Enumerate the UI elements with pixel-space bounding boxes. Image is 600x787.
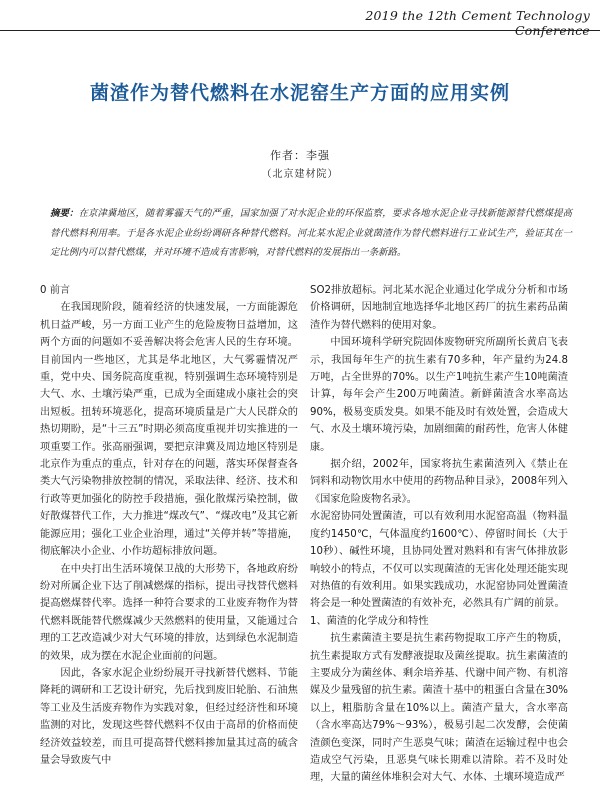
affiliation: （北京建材院） (261, 169, 339, 180)
abstract-label: 摘要： (50, 208, 79, 219)
paragraph: 在中央打出生活环境保卫战的大形势下，各地政府纷纷对所属企业下达了削减燃煤的指标，提出寻找替代燃料提高燃煤替代率。选择一种符合要求的工业废弃物作为替代燃料既能替代燃煤减少天然燃料的使用量，又能通过合理的工艺改造减少对大气环境的排放，达到绿色水泥制造的效果，成为摆在水泥企业面前的问题。 (40, 563, 298, 662)
paragraph: 水泥窑协同处置菌渣，可以有效利用水泥窑高温（物料温度约1450℃，气体温度约1600℃）、停留时间长（大于10秒）、碱性环境，且协同处置对熟料和有害气体排放影响较小的特点，不仅可以实现菌渣的无害化处理还能实现对热值的有效利用。如果实践成功，水泥窑协同处置菌渣将会是一种处置菌渣的有效补充，必然具有广阔的前景。 (310, 511, 568, 610)
paper-title: 菌渣作为替代燃料在水泥窑生产方面的应用实例 (89, 82, 510, 104)
abstract (50, 204, 572, 263)
section-heading: 1、菌渣的化学成分和特性 (310, 615, 429, 627)
section-heading: 0 前言 (40, 285, 71, 296)
paragraph-continued: SO2排放超标。河北某水泥企业通过化学成分分析和市场价格调研，因地制宜地选择华北地区药厂的抗生素药品菌渣作为替代燃料的使用对象。 (310, 285, 568, 331)
paragraph: 因此，各家水泥企业纷纷展开寻找新替代燃料、节能降耗的调研和工艺设计研究，先后找到废旧轮胎、石油焦等工业及生活废弃物作为实践对象，但经过经济性和环境监测的对比，发现这些替代燃料不仅由于高昂的价格而使经济效益较差，而且可提高替代燃料掺加量其过高的硫含量会导致废气中 (40, 667, 298, 766)
author-line: 作者：李强 (270, 149, 330, 162)
paragraph: 抗生素菌渣主要是抗生素药物提取工序产生的物质，抗生素提取方式有发酵液提取及菌丝提取。抗生素菌渣的主要成分为菌丝体、剩余培养基、代谢中间产物、有机溶媒及少量残留的抗生素。菌渣十基中的粗蛋白含量在30%以上，粗脂肪含量在10%以上。菌渣产量大，含水率高（含水率高达79%～93%），极易引起二次发酵，会使菌渣颜色变深，同时产生恶臭气味；菌渣在运输过程中也会造成空气污染，且恶臭气味长期难以清除。若不及时处理，大量的菌丝体堆积会对大气、水体、土壤环境造成严 (310, 633, 568, 784)
abstract-text: 在京津冀地区，随着雾霾天气的严重，国家加强了对水泥企业的环保监察，要求各地水泥企业寻找新能源替代燃煤提高替代燃料利用率。于是各水泥企业纷纷调研各种替代燃料。河北某水泥企业就菌渣作为替代燃料进行工业试生产，验证其在一定比例内可以替代燃煤，并对环境不造成有害影响，对替代燃料的发展指出一条新路。 (50, 208, 572, 258)
paragraph: 据介绍，2002年，国家将抗生素菌渣列入《禁止在饲料和动物饮用水中使用的药物品种目录》，2008年列入《国家危险废物名录》。 (310, 459, 568, 505)
paragraph: 在我国现阶段，随着经济的快速发展，一方面能源危机日益严峻，另一方面工业产生的危险废物日益增加，这两个方面的问题如不妥善解决将会危害人民的生存环境。目前国内一些地区，尤其是华北地区，大气雾霾情况严重，党中央、国务院高度重视，特别强调生态环境特别是大气、水、土壤污染严重，已成为全面建成小康社会的突出短板。扭转环境恶化，提高环境质量是广大人民群众的热切期盼，是“十三五”时期必须高度重视并切实推进的一项重要工作。张高丽强调，要把京津冀及周边地区特别是北京作为重点的重点，针对存在的问题，落实环保督查各类大气污染物排放控制的情况，采取法律、经济、技术和行政等更加强化的防控手段措施，强化散煤污染控制，做好散煤替代工作，大力推进“煤改气”、“煤改电”及其它新能源应用；强化工业企业治理，通过“关停并转”等措施，彻底解决小企业、小作坊超标排放问题。 (40, 302, 298, 558)
header-rule (0, 30, 600, 31)
column-left (40, 282, 298, 769)
paragraph: 中国环境科学研究院固体废物研究所副所长黄启飞表示，我国每年生产的抗生素有70多种，年产量约为24.8万吨，占全世界的70%。以生产1吨抗生素产生10吨菌渣计算，每年会产生200万吨菌渣。新鲜菌渣含水率高达90%，极易变质发臭。如果不能及时有效处置，会造成大气、水及土壤环境污染，加剧细菌的耐药性，危害人体健康。 (310, 337, 568, 453)
running-header: 2019 the 12th Cement Technology Conference (365, 8, 590, 38)
column-right (310, 282, 568, 787)
